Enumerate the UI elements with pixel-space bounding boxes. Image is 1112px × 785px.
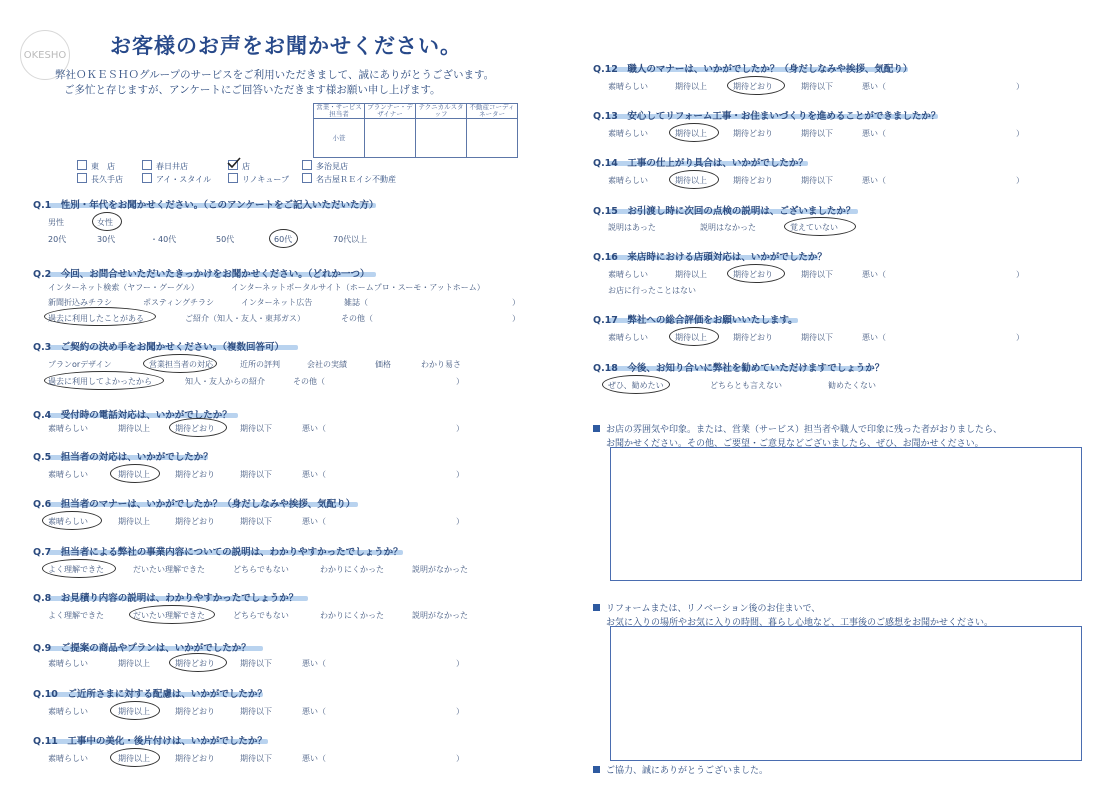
company-logo-seal: OKESHO xyxy=(20,30,70,80)
option[interactable]: 素晴らしい xyxy=(608,176,648,185)
option[interactable]: 期待以上 xyxy=(675,176,707,185)
comment-prompt-1: お店の雰囲気や印象。または、営業（サービス）担当者や職人で印象に残った者がおりましたら、 xyxy=(593,422,1002,435)
checkbox-icon xyxy=(302,160,312,170)
option[interactable]: 期待以上 xyxy=(118,707,150,716)
option[interactable]: 悪い（ xyxy=(302,517,326,526)
option[interactable]: 価格 xyxy=(375,360,391,369)
option[interactable]: 近所の評判 xyxy=(240,360,280,369)
staff-sales-name[interactable]: 小笹 xyxy=(314,119,365,158)
option: ） xyxy=(456,517,464,526)
option[interactable]: わかり易さ xyxy=(421,360,461,369)
option[interactable]: 期待以上 xyxy=(118,517,150,526)
option[interactable]: 雑誌（ xyxy=(344,298,368,307)
option[interactable]: 期待どおり xyxy=(175,659,215,668)
selection-circle xyxy=(669,327,719,346)
option[interactable]: どちらとも言えない xyxy=(710,381,782,390)
option[interactable]: 期待以下 xyxy=(240,470,272,479)
option[interactable]: 20代 xyxy=(48,235,67,244)
option[interactable]: だいたい理解できた xyxy=(133,611,205,620)
store-checkbox-renocube[interactable]: リノキューブ xyxy=(228,173,289,185)
page-title: お客様のお声をお聞かせください。 xyxy=(110,34,462,58)
option[interactable]: 素晴らしい xyxy=(48,424,88,433)
option: ） xyxy=(456,424,464,433)
option[interactable]: 説明はあった xyxy=(608,223,656,232)
selection-circle xyxy=(784,217,856,236)
option: ） xyxy=(512,314,520,323)
option[interactable]: 期待どおり xyxy=(175,424,215,433)
checkbox-icon xyxy=(228,173,238,183)
question-15: Q.15 お引渡し時に次回の点検の説明は、ございましたか？ xyxy=(593,206,856,217)
option[interactable]: 素晴らしい xyxy=(608,82,648,91)
option[interactable]: 勧めたくない xyxy=(828,381,876,390)
option[interactable]: よく理解できた xyxy=(48,611,104,620)
question-2: Q.2 今回、お問合せいただいたきっかけをお聞かせください。（どれか一つ） xyxy=(33,269,370,280)
option[interactable]: 期待以上 xyxy=(118,754,150,763)
checkbox-icon xyxy=(77,160,87,170)
option[interactable]: 知人・友人からの紹介 xyxy=(185,377,265,386)
intro-line-1: 弊社ＯＫＥＳＨＯグループのサービスをご利用いただきまして、誠にありがとうございます。 xyxy=(55,69,495,81)
store-checkbox-nagakute[interactable]: 長久手店 xyxy=(77,173,123,185)
option[interactable]: 悪い（ xyxy=(862,82,886,91)
option[interactable]: 悪い（ xyxy=(862,333,886,342)
option[interactable]: 期待どおり xyxy=(175,707,215,716)
checkmark-icon xyxy=(228,160,238,170)
option[interactable]: どちらでもない xyxy=(233,565,289,574)
option[interactable]: 素晴らしい xyxy=(608,333,648,342)
option: ） xyxy=(1016,270,1024,279)
option[interactable]: 期待以下 xyxy=(240,707,272,716)
option[interactable]: 期待以下 xyxy=(240,517,272,526)
question-6: Q.6 担当者のマナーは、いかがでしたか？（身だしなみや挨拶、気配り） xyxy=(33,499,356,510)
comment-box-2[interactable] xyxy=(610,626,1082,761)
staff-planner-name[interactable] xyxy=(365,119,416,158)
option[interactable]: だいたい理解できた xyxy=(133,565,205,574)
option[interactable]: 女性 xyxy=(97,218,113,227)
option[interactable]: 期待以下 xyxy=(240,659,272,668)
option[interactable]: ご紹介（知人・友人・東邦ガス） xyxy=(185,314,305,323)
option[interactable]: 会社の実績 xyxy=(307,360,347,369)
question-11: Q.11 工事中の美化・後片付けは、いかがでしたか？ xyxy=(33,736,267,747)
option[interactable]: 期待以上 xyxy=(675,129,707,138)
option: ） xyxy=(456,659,464,668)
selection-circle xyxy=(169,653,227,672)
question-7: Q.7 担当者による弊社の事業内容についての説明は、わかりやすかったでしょうか？ xyxy=(33,547,403,558)
staff-header-sales: 営業・サービス担当者 xyxy=(314,104,365,119)
option[interactable]: 70代以上 xyxy=(333,235,368,244)
option[interactable]: 悪い（ xyxy=(862,270,886,279)
option[interactable]: 素晴らしい xyxy=(48,754,88,763)
staff-realestate-name[interactable] xyxy=(467,119,518,158)
option[interactable]: 期待以下 xyxy=(801,270,833,279)
option[interactable]: 期待どおり xyxy=(733,333,773,342)
question-17: Q.17 弊社への総合評価をお願いいたします。 xyxy=(593,315,798,326)
option[interactable]: インターネット広告 xyxy=(241,298,313,307)
selection-circle xyxy=(169,418,227,437)
question-13: Q.13 安心してリフォーム工事・お住まいづくりを進めることができましたか？ xyxy=(593,111,941,122)
staff-header-realestate: 不動産コーディネーター xyxy=(467,104,518,119)
option[interactable]: プランorデザイン xyxy=(48,360,112,369)
option: ） xyxy=(512,298,520,307)
option[interactable]: 50代 xyxy=(216,235,235,244)
option[interactable]: 期待以下 xyxy=(801,82,833,91)
option[interactable]: 期待どおり xyxy=(175,517,215,526)
option[interactable]: 悪い（ xyxy=(862,176,886,185)
option[interactable]: 期待以上 xyxy=(118,470,150,479)
option: ） xyxy=(456,754,464,763)
selection-circle xyxy=(602,375,670,394)
option[interactable]: わかりにくかった xyxy=(320,611,384,620)
checkbox-icon xyxy=(302,173,312,183)
option[interactable]: 期待以上 xyxy=(675,270,707,279)
store-checkbox-istyle[interactable]: アイ・スタイル xyxy=(142,173,211,185)
option[interactable]: 期待どおり xyxy=(733,82,773,91)
store-checkbox-checked[interactable]: 店 xyxy=(228,160,250,172)
option[interactable]: 期待どおり xyxy=(175,754,215,763)
option[interactable]: 悪い（ xyxy=(862,129,886,138)
selection-circle xyxy=(669,170,719,189)
option: ） xyxy=(456,377,464,386)
option[interactable]: 期待以上 xyxy=(118,659,150,668)
thanks-message: ご協力、誠にありがとうございました。 xyxy=(593,763,768,776)
selection-circle xyxy=(42,559,116,578)
comment-prompt-2: リフォームまたは、リノベーション後のお住まいで、 xyxy=(593,601,820,614)
option[interactable]: 素晴らしい xyxy=(48,707,88,716)
option[interactable]: 素晴らしい xyxy=(48,517,88,526)
square-bullet-icon xyxy=(593,604,600,611)
staff-technical-name[interactable] xyxy=(416,119,467,158)
question-18: Q.18 今後、お知り合いに弊社を勧めていただけますでしょうか？ xyxy=(593,363,885,374)
option[interactable]: 期待以下 xyxy=(801,129,833,138)
option[interactable]: インターネットポータルサイト（ホームプロ・スーモ・アットホーム） xyxy=(231,283,485,292)
option[interactable]: 男性 xyxy=(48,218,64,227)
option[interactable]: よく理解できた xyxy=(48,565,104,574)
option[interactable]: 期待以上 xyxy=(118,424,150,433)
question-3: Q.3 ご契約の決め手をお聞かせください。（複数回答可） xyxy=(33,342,285,353)
option: ） xyxy=(1016,333,1024,342)
question-10: Q.10 ご近所さまに対する配慮は、いかがでしたか？ xyxy=(33,689,267,700)
comment-prompt-2-line-2: お気に入りの場所やお気に入りの時間、暮らし心地など、工事後のご感想をお聞かせください。 xyxy=(606,618,994,628)
intro-line-2: ご多忙と存じますが、アンケートにご回答いただきます様お願い申し上げます。 xyxy=(64,84,441,96)
comment-prompt-1-line-2: お聞かせください。その他、ご要望・ご意見などございましたら、ぜひ、お聞かせください。 xyxy=(606,439,984,449)
square-bullet-icon xyxy=(593,766,600,773)
option[interactable]: 素晴らしい xyxy=(48,470,88,479)
question-8: Q.8 お見積り内容の説明は、わかりやすかったでしょうか？ xyxy=(33,593,299,604)
option: ） xyxy=(456,707,464,716)
option: ） xyxy=(1016,176,1024,185)
option[interactable]: 期待以下 xyxy=(801,176,833,185)
checkbox-icon xyxy=(142,160,152,170)
selection-circle xyxy=(143,354,217,373)
option[interactable]: 素晴らしい xyxy=(608,270,648,279)
option[interactable]: 期待どおり xyxy=(733,176,773,185)
checkbox-icon xyxy=(142,173,152,183)
staff-table xyxy=(313,103,518,158)
option[interactable]: ・40代 xyxy=(150,235,177,244)
store-checkbox-kasugai[interactable]: 春日井店 xyxy=(142,160,188,172)
option[interactable]: 説明がなかった xyxy=(412,611,468,620)
option: ） xyxy=(1016,82,1024,91)
option[interactable]: 悪い（ xyxy=(302,707,326,716)
store-checkbox-realestate[interactable]: 名古屋ＲＥイシ不動産 xyxy=(302,173,396,185)
selection-circle xyxy=(727,264,785,283)
option[interactable]: その他（ xyxy=(341,314,373,323)
option: ） xyxy=(456,470,464,479)
option[interactable]: 過去に利用してよかったから xyxy=(48,377,152,386)
option[interactable]: 期待以下 xyxy=(240,424,272,433)
selection-circle xyxy=(129,605,215,624)
option[interactable]: 60代 xyxy=(274,235,293,244)
square-bullet-icon xyxy=(593,425,600,432)
selection-circle xyxy=(727,76,785,95)
question-16: Q.16 来店時における店頭対応は、いかがでしたか？ xyxy=(593,252,827,263)
option[interactable]: 期待どおり xyxy=(175,470,215,479)
option[interactable]: どちらでもない xyxy=(233,611,289,620)
selection-circle xyxy=(44,371,164,390)
question-12: Q.12 職人のマナーは、いかがでしたか？（身だしなみや挨拶、気配り） xyxy=(593,64,913,75)
option[interactable]: お店に行ったことはない xyxy=(608,286,696,295)
option[interactable]: その他（ xyxy=(293,377,325,386)
option[interactable]: 期待以上 xyxy=(675,82,707,91)
checkbox-icon xyxy=(77,173,87,183)
question-5: Q.5 担当者の対応は、いかがでしたか？ xyxy=(33,452,213,463)
option: ） xyxy=(1016,129,1024,138)
option[interactable]: わかりにくかった xyxy=(320,565,384,574)
option[interactable]: 説明がなかった xyxy=(412,565,468,574)
option[interactable]: 期待どおり xyxy=(733,270,773,279)
comment-box-1[interactable] xyxy=(610,447,1082,581)
question-9: Q.9 ご提案の商品やプランは、いかがでしたか？ xyxy=(33,643,251,654)
option[interactable]: 覚えていない xyxy=(790,223,838,232)
option[interactable]: 期待以下 xyxy=(801,333,833,342)
selection-circle xyxy=(92,212,122,231)
option[interactable]: ぜひ、勧めたい xyxy=(608,381,664,390)
option[interactable]: 悪い（ xyxy=(302,424,326,433)
selection-circle xyxy=(110,701,160,720)
selection-circle xyxy=(44,307,156,326)
option[interactable]: 期待以上 xyxy=(675,333,707,342)
selection-circle xyxy=(669,123,719,142)
question-14: Q.14 工事の仕上がり具合は、いかがでしたか？ xyxy=(593,158,808,169)
selection-circle xyxy=(42,511,102,530)
option[interactable]: 悪い（ xyxy=(302,470,326,479)
option[interactable]: ポスティングチラシ xyxy=(143,298,215,307)
staff-header-planner: プランナー・デザイナー xyxy=(365,104,416,119)
selection-circle xyxy=(110,748,160,767)
question-1: Q.1 性別・年代をお聞かせください。（このアンケートをご記入いただいた方） xyxy=(33,200,379,211)
option[interactable]: 営業担当者の対応 xyxy=(149,360,213,369)
option[interactable]: 悪い（ xyxy=(302,659,326,668)
option[interactable]: 過去に利用したことがある xyxy=(48,314,144,323)
staff-header-technical: テクニカルスタッフ xyxy=(416,104,467,119)
option[interactable]: 新聞折込みチラシ xyxy=(48,298,112,307)
selection-circle xyxy=(269,229,298,248)
option[interactable]: 素晴らしい xyxy=(608,129,648,138)
question-4: Q.4 受付時の電話対応は、いかがでしたか？ xyxy=(33,410,232,421)
option[interactable]: 悪い（ xyxy=(302,754,326,763)
selection-circle xyxy=(110,464,160,483)
option[interactable]: 30代 xyxy=(97,235,116,244)
option[interactable]: 素晴らしい xyxy=(48,659,88,668)
option[interactable]: 期待どおり xyxy=(733,129,773,138)
option[interactable]: インターネット検索（ヤフー・グーグル） xyxy=(48,283,199,292)
option[interactable]: 説明はなかった xyxy=(700,223,756,232)
option[interactable]: 期待以下 xyxy=(240,754,272,763)
store-checkbox-tajimi[interactable]: 多治見店 xyxy=(302,160,348,172)
store-checkbox-higashi[interactable]: 東 店 xyxy=(77,160,115,172)
